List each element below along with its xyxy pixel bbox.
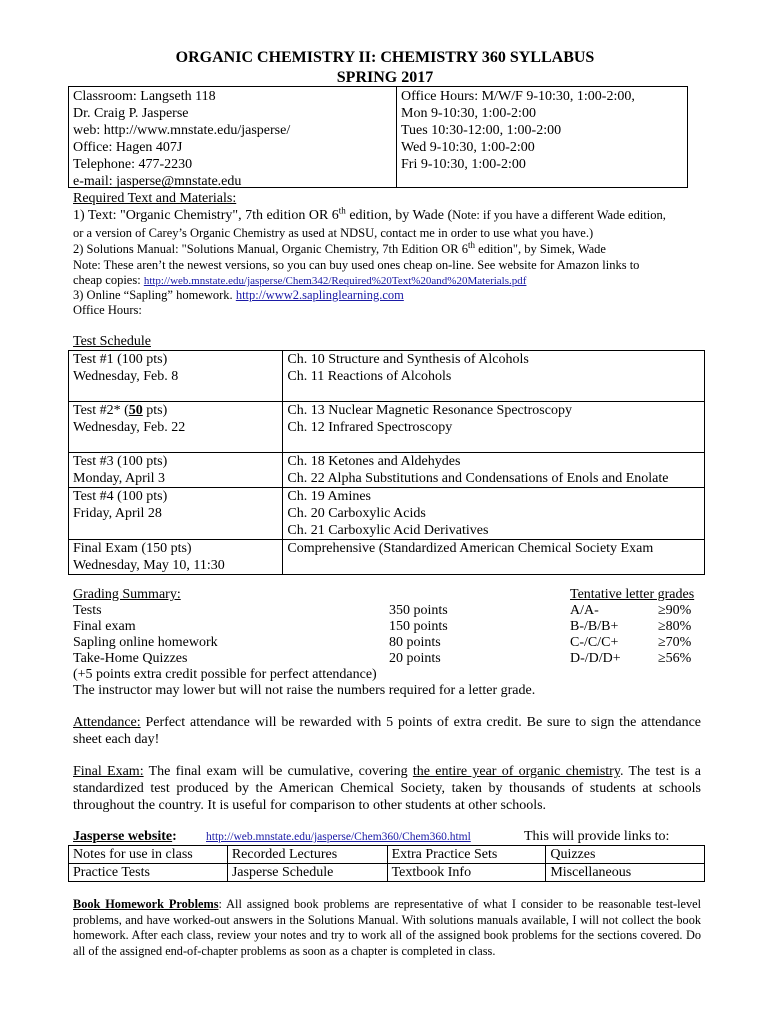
materials-item-1-line-2: or a version of Carey’s Organic Chemistry as used at NDSU, contact me in order to use what you have.) <box>73 226 594 240</box>
office-hours-line-4: Wed 9-10:30, 1:00-2:00 <box>401 140 535 155</box>
materials-item-2-text: 2) Solutions Manual: "Solutions Manual, Organic Chemistry, 7th Edition OR 6 <box>73 242 469 256</box>
table-row <box>69 540 705 575</box>
test-2-label-c: pts) <box>142 403 168 418</box>
chapter-line: Ch. 19 Amines <box>287 489 371 504</box>
website-label: Jasperse website <box>73 829 173 844</box>
test-2-date: Wednesday, Feb. 22 <box>73 420 186 435</box>
table-row <box>69 453 705 488</box>
test-1-cell <box>69 351 283 402</box>
superscript-th-2: th <box>468 239 476 250</box>
chapter-line: Comprehensive (Standardized American Chemical Society Exam <box>287 541 654 556</box>
letter-grade-b: B-/B/B+ <box>570 619 619 634</box>
website-link-cell[interactable]: Quizzes <box>546 846 705 864</box>
grading-label-quizzes: Take-Home Quizzes <box>73 651 188 666</box>
website-link-cell[interactable]: Extra Practice Sets <box>387 846 546 864</box>
website-link-cell[interactable]: Notes for use in class <box>69 846 228 864</box>
homework-label: Book Homework Problems <box>73 897 219 911</box>
cutoff-b: ≥80% <box>658 619 692 634</box>
test-1-label: Test #1 (100 pts) <box>73 352 168 367</box>
test-4-date: Friday, April 28 <box>73 506 162 521</box>
chapter-line: Ch. 20 Carboxylic Acids <box>287 506 426 521</box>
test-1-date: Wednesday, Feb. 8 <box>73 369 179 384</box>
office-hours-line-3: Tues 10:30-12:00, 1:00-2:00 <box>401 123 562 138</box>
office-hours-line-1: Office Hours: M/W/F 9-10:30, 1:00-2:00, <box>401 89 635 104</box>
cutoff-c: ≥70% <box>658 635 692 650</box>
final-exam-label: Final Exam (150 pts) <box>73 541 192 556</box>
letter-grade-d: D-/D/D+ <box>570 651 621 666</box>
attendance-label: Attendance: <box>73 715 141 730</box>
website-link-cell[interactable]: Practice Tests <box>69 864 228 882</box>
course-website-link[interactable]: http://web.mnstate.edu/jasperse/Chem360/Chem360.html <box>206 831 471 843</box>
grading-points-tests: 350 points <box>389 603 448 618</box>
table-row <box>69 864 705 882</box>
final-exam-paragraph <box>73 763 701 814</box>
letter-grades-heading: Tentative letter grades <box>570 587 695 602</box>
table-row <box>69 351 705 402</box>
grading-label-final: Final exam <box>73 619 136 634</box>
chapter-line: Ch. 11 Reactions of Alcohols <box>287 369 452 384</box>
materials-link[interactable]: http://web.mnstate.edu/jasperse/Chem342/Required%20Text%20and%20Materials.pdf <box>143 275 527 287</box>
table-row <box>69 488 705 540</box>
office-hours-label: Office Hours: <box>73 303 142 317</box>
website-link-cell[interactable]: Miscellaneous <box>546 864 705 882</box>
materials-item-2-text-b: edition", by Simek, Wade <box>475 242 606 256</box>
cutoff-d: ≥56% <box>658 651 692 666</box>
final-exam-chapters <box>283 540 705 575</box>
final-exam-label: Final Exam: <box>73 764 144 779</box>
test-2-label <box>73 402 282 419</box>
office-hours-line-2: Mon 9-10:30, 1:00-2:00 <box>401 106 536 121</box>
chapter-line: Ch. 18 Ketones and Aldehydes <box>287 454 461 469</box>
test-schedule-heading: Test Schedule <box>73 334 151 349</box>
materials-item-3 <box>73 287 404 303</box>
materials-note-line-1: Note: These aren’t the newest versions, so you can buy used ones cheap on-line. See website for Amazon links to <box>73 258 640 272</box>
test-3-label: Test #3 (100 pts) <box>73 454 168 469</box>
table-row <box>69 402 705 453</box>
web-address[interactable]: web: http://www.mnstate.edu/jasperse/ <box>73 123 291 138</box>
chapter-line: Ch. 22 Alpha Substitutions and Condensations of Enols and Enolate <box>287 471 669 486</box>
materials-item-1-note: Note: if you have a different Wade edition, <box>452 208 666 222</box>
office-hours-line-5: Fri 9-10:30, 1:00-2:00 <box>401 157 526 172</box>
materials-item-1-text-b: edition, by Wade ( <box>345 208 453 223</box>
final-exam-date: Wednesday, May 10, 11:30 <box>73 558 225 573</box>
test-4-label: Test #4 (100 pts) <box>73 489 168 504</box>
website-links-table <box>68 845 705 882</box>
attendance-text: Perfect attendance will be rewarded with 5 points of extra credit. Be sure to sign the attendance sheet each day! <box>73 715 701 747</box>
test-3-date: Monday, April 3 <box>73 471 166 486</box>
test-4-chapters <box>283 488 705 540</box>
telephone: Telephone: 477-2230 <box>73 157 193 172</box>
website-link-cell[interactable]: Recorded Lectures <box>227 846 387 864</box>
test-schedule-table <box>68 350 705 575</box>
materials-heading: Required Text and Materials: <box>73 191 237 206</box>
chapter-line: Ch. 13 Nuclear Magnetic Resonance Spectroscopy <box>287 403 572 418</box>
materials-item-3-text: 3) Online “Sapling” homework. <box>73 288 236 302</box>
letter-grade-c: C-/C/C+ <box>570 635 619 650</box>
extra-credit-note: (+5 points extra credit possible for perfect attendance) <box>73 667 377 682</box>
superscript-th: th <box>338 205 346 216</box>
website-link-cell[interactable]: Jasperse Schedule <box>227 864 387 882</box>
title-line-2: SPRING 2017 <box>336 69 434 86</box>
test-2-label-a: Test #2* ( <box>73 403 129 418</box>
attendance-paragraph <box>73 714 701 748</box>
grading-points-final: 150 points <box>389 619 448 634</box>
test-4-cell <box>69 488 283 540</box>
test-1-chapters <box>283 351 705 402</box>
homework-text: : All assigned book problems are representative of what I consider to be reasonable test-level problems, and have worked-out answers in the Solutions Manual. With solutions manuals available, I will not collect the book homework. After each class, review your notes and try to work all of the assigned book problems for the sections covered. Do all of the assigned end-of-chapter problems as soon as a chapter is completed in class. <box>73 897 701 958</box>
grading-label-sapling: Sapling online homework <box>73 635 218 650</box>
chapter-line: Ch. 12 Infrared Spectroscopy <box>287 420 453 435</box>
final-exam-text-b: . The test is a standardized test produced by the American Chemical Society, taken by thousands of students at schools throughout the country. It is useful for comparison to other students at other schools. <box>73 764 701 813</box>
materials-item-1 <box>73 207 666 224</box>
test-3-chapters <box>283 453 705 488</box>
email[interactable]: e-mail: jasperse@mnstate.edu <box>73 174 242 189</box>
test-2-chapters <box>283 402 705 453</box>
letter-grade-a: A/A- <box>570 603 599 618</box>
website-link-cell[interactable]: Textbook Info <box>387 864 546 882</box>
website-provides-text: This will provide links to: <box>524 829 670 844</box>
website-heading <box>73 828 177 845</box>
final-exam-text-a: The final exam will be cumulative, covering <box>143 764 413 779</box>
chapter-line: Ch. 21 Carboxylic Acid Derivatives <box>287 523 489 538</box>
materials-note-prefix: cheap copies: <box>73 273 144 287</box>
chapter-line: Ch. 10 Structure and Synthesis of Alcohols <box>287 352 529 367</box>
title-line-1: ORGANIC CHEMISTRY II: CHEMISTRY 360 SYLLABUS <box>175 49 595 66</box>
test-2-cell <box>69 402 283 453</box>
contact-divider <box>396 86 397 188</box>
office-location: Office: Hagen 407J <box>73 140 183 155</box>
cutoff-a: ≥90% <box>658 603 692 618</box>
homework-paragraph <box>73 897 701 959</box>
classroom: Classroom: Langseth 118 <box>73 89 216 104</box>
grading-points-quizzes: 20 points <box>389 651 441 666</box>
final-exam-coverage: the entire year of organic chemistry <box>412 764 620 779</box>
grading-points-sapling: 80 points <box>389 635 441 650</box>
materials-item-1-text: 1) Text: "Organic Chemistry", 7th edition OR 6 <box>73 208 339 223</box>
grading-heading: Grading Summary: <box>73 587 181 602</box>
table-row <box>69 846 705 864</box>
grade-lowering-note: The instructor may lower but will not raise the numbers required for a letter grade. <box>73 683 536 698</box>
final-exam-cell <box>69 540 283 575</box>
test-3-cell <box>69 453 283 488</box>
materials-item-2 <box>73 241 606 257</box>
sapling-link[interactable]: http://www2.saplinglearning.com <box>235 288 404 302</box>
website-colon: : <box>172 829 177 844</box>
grading-label-tests: Tests <box>73 603 102 618</box>
test-2-points: 50 <box>128 403 143 418</box>
instructor-name: Dr. Craig P. Jasperse <box>73 106 189 121</box>
